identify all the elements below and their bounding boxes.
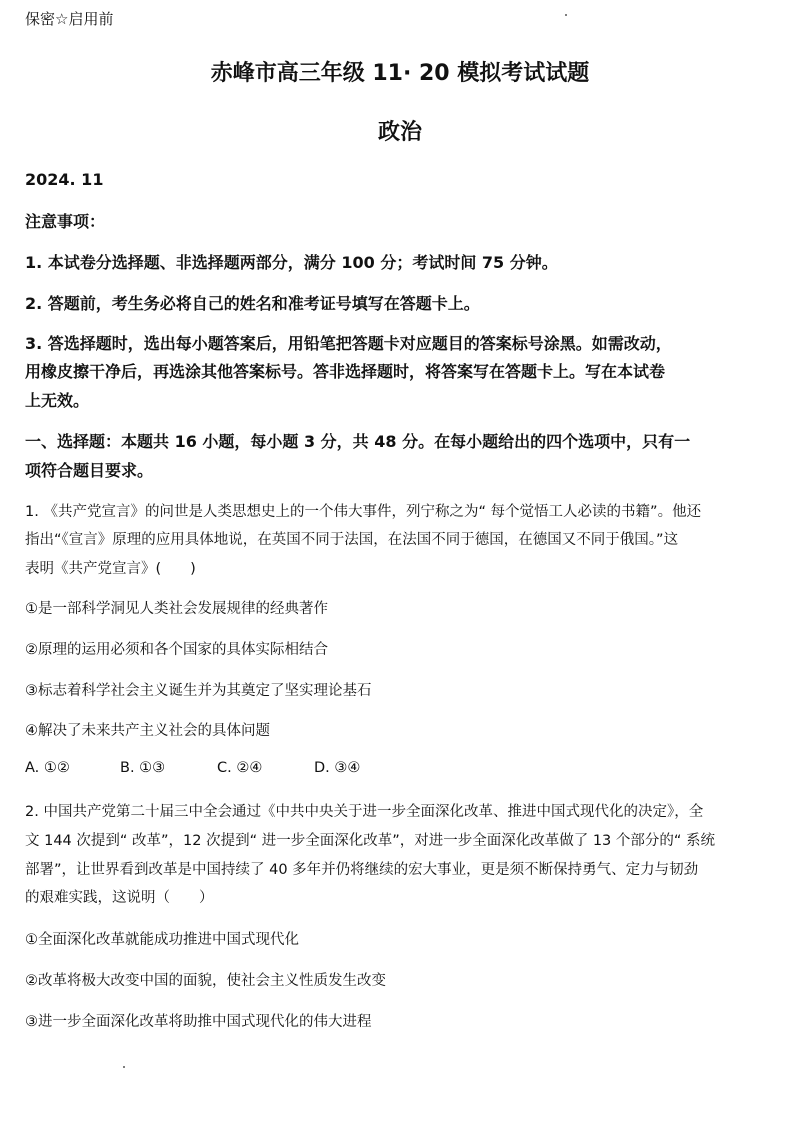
q1-choice-d: D. ③④ <box>314 760 361 776</box>
q1-stem-line: 1. 《共产党宣言》的问世是人类思想史上的一个伟大事件，列宁称之为“ 每个觉悟工人必读的书籍”。他还 <box>25 504 702 520</box>
q1-stem-line: 指出“《宣言》原理的应用具体地说，在英国不同于法国，在法国不同于德国，在德国又不同于俄国。”这 <box>25 532 679 548</box>
q2-stem-line: 2. 中国共产党第二十届三中全会通过《中共中央关于进一步全面深化改革、推进中国式现代化的决定》，全 <box>25 804 704 820</box>
notice-item-cont: 用橡皮擦干净后，再选涂其他答案标号。答非选择题时，将答案写在答题卡上。写在本试卷 <box>25 362 666 381</box>
q2-stem-line: 文 144 次提到“ 改革”，12 次提到“ 进一步全面深化改革”，对进一步全面深化改革做了 13 个部分的“ 系统 <box>25 833 716 849</box>
exam-title: 赤峰市高三年级 11· 20 模拟考试试题 <box>210 61 590 86</box>
subject-title: 政治 <box>377 120 422 145</box>
q2-option: ①全面深化改革就能成功推进中国式现代化 <box>25 932 299 948</box>
notice-heading: 注意事项： <box>25 212 106 231</box>
exam-date: 2024. 11 <box>25 170 104 189</box>
notice-item: 1. 本试卷分选择题、非选择题两部分，满分 100 分；考试时间 75 分钟。 <box>25 253 558 272</box>
q1-choice-a: A. ①② <box>25 760 70 776</box>
scan-speck <box>123 1066 125 1068</box>
q1-choice-c: C. ②④ <box>217 760 263 776</box>
confidential-label: 保密☆启用前 <box>25 10 114 28</box>
section-heading: 一、选择题：本题共 16 小题，每小题 3 分，共 48 分。在每小题给出的四个选项中，只有一 <box>25 432 691 451</box>
q2-stem-line: 的艰难实践，这说明（ ） <box>25 890 214 906</box>
q1-option: ②原理的运用必须和各个国家的具体实际相结合 <box>25 642 328 658</box>
q1-option: ④解决了未来共产主义社会的具体问题 <box>25 723 270 739</box>
notice-item: 2. 答题前，考生务必将自己的姓名和准考证号填写在答题卡上。 <box>25 294 480 313</box>
q2-option: ②改革将极大改变中国的面貌，使社会主义性质发生改变 <box>25 973 386 989</box>
notice-item: 3. 答选择题时，选出每小题答案后，用铅笔把答题卡对应题目的答案标号涂黑。如需改动， <box>25 334 672 353</box>
q1-stem-line: 表明《共产党宣言》( ) <box>25 561 196 577</box>
q2-stem-line: 部署”，让世界看到改革是中国持续了 40 多年并仍将继续的宏大事业，更是须不断保持勇气、定力与韧劲 <box>25 862 699 878</box>
section-heading-cont: 项符合题目要求。 <box>25 461 154 480</box>
scan-speck <box>565 14 567 16</box>
notice-item-cont: 上无效。 <box>25 391 90 410</box>
q1-choice-b: B. ①③ <box>120 760 166 776</box>
q2-option: ③进一步全面深化改革将助推中国式现代化的伟大进程 <box>25 1014 372 1030</box>
q1-option: ③标志着科学社会主义诞生并为其奠定了坚实理论基石 <box>25 683 372 699</box>
q1-option: ①是一部科学洞见人类社会发展规律的经典著作 <box>25 601 328 617</box>
